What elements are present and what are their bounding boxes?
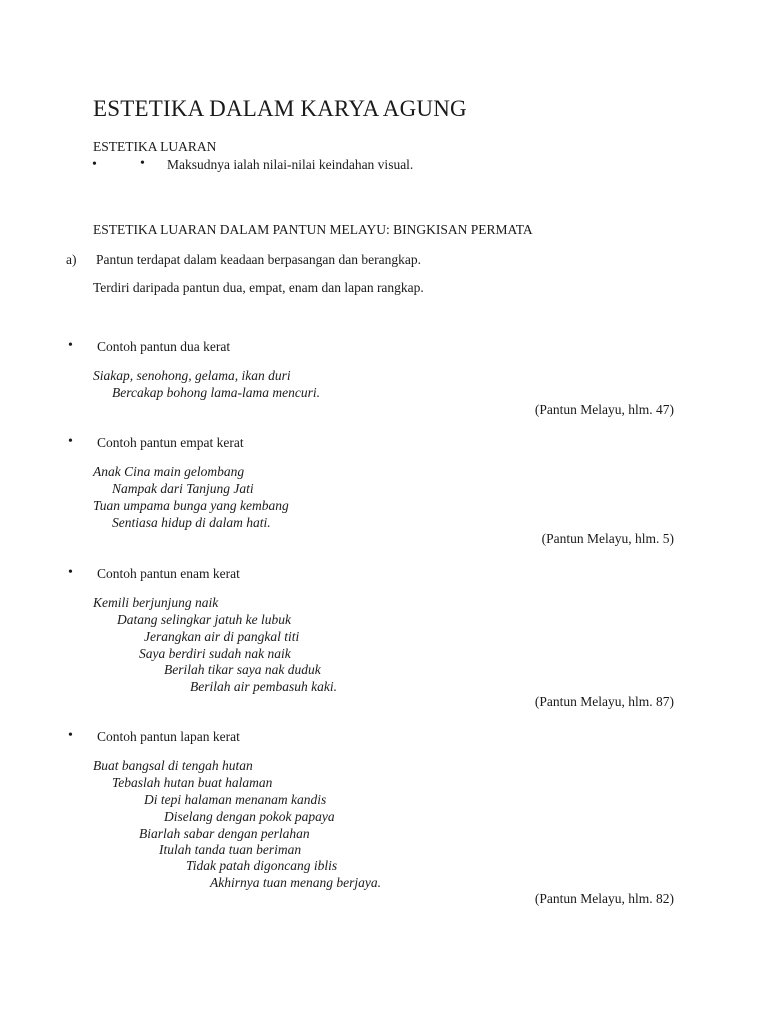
bullet-icon: • xyxy=(140,156,145,171)
verse-line: Anak Cina main gelombang xyxy=(93,464,245,479)
citation: (Pantun Melayu, hlm. 47) xyxy=(534,402,674,417)
verse-line: Tidak patah digoncang iblis xyxy=(186,858,338,873)
list-marker-a: a) xyxy=(66,252,77,267)
section-heading-estetika-luaran: ESTETIKA LUARAN xyxy=(93,139,217,154)
verse-line: Kemili berjunjung naik xyxy=(93,595,219,610)
verse-line: Tebaslah hutan buat halaman xyxy=(112,775,273,790)
verse-line: Di tepi halaman menanam kandis xyxy=(144,792,327,807)
bullet-icon: • xyxy=(68,338,73,353)
paragraph-pantun-rangkap: Terdiri daripada pantun dua, empat, enam dan lapan rangkap. xyxy=(93,280,424,295)
verse-line: Datang selingkar jatuh ke lubuk xyxy=(117,612,291,627)
verse-line: Diselang dengan pokok papaya xyxy=(164,809,335,824)
paragraph-pantun-berpasangan: Pantun terdapat dalam keadaan berpasangan dan berangkap. xyxy=(96,252,421,267)
verse-line: Jerangkan air di pangkal titi xyxy=(144,629,300,644)
verse-line: Buat bangsal di tengah hutan xyxy=(93,758,253,773)
verse-line: Siakap, senohong, gelama, ikan duri xyxy=(93,368,291,383)
citation: (Pantun Melayu, hlm. 87) xyxy=(534,694,674,709)
verse-line: Biarlah sabar dengan perlahan xyxy=(139,826,310,841)
section-heading-pantun-melayu: ESTETIKA LUARAN DALAM PANTUN MELAYU: BINGKISAN PERMATA xyxy=(93,222,533,237)
bullet-icon: • xyxy=(92,157,97,172)
example-label: Contoh pantun enam kerat xyxy=(97,566,240,581)
verse-line: Nampak dari Tanjung Jati xyxy=(112,481,254,496)
bullet-icon: • xyxy=(68,728,73,743)
example-label: Contoh pantun empat kerat xyxy=(97,435,244,450)
citation: (Pantun Melayu, hlm. 82) xyxy=(534,891,674,906)
verse-line: Berilah air pembasuh kaki. xyxy=(190,679,337,694)
verse-line: Berilah tikar saya nak duduk xyxy=(164,662,321,677)
verse-line: Itulah tanda tuan beriman xyxy=(159,842,302,857)
verse-line: Bercakap bohong lama-lama mencuri. xyxy=(112,385,320,400)
verse-line: Akhirnya tuan menang berjaya. xyxy=(210,875,381,890)
example-label: Contoh pantun dua kerat xyxy=(97,339,231,354)
citation: (Pantun Melayu, hlm. 5) xyxy=(541,531,674,546)
definition-text: Maksudnya ialah nilai-nilai keindahan visual. xyxy=(167,157,414,172)
verse-line: Sentiasa hidup di dalam hati. xyxy=(112,515,271,530)
example-label: Contoh pantun lapan kerat xyxy=(97,729,240,744)
verse-line: Saya berdiri sudah nak naik xyxy=(139,646,291,661)
bullet-icon: • xyxy=(68,434,73,449)
page-title: ESTETIKA DALAM KARYA AGUNG xyxy=(93,96,467,121)
bullet-icon: • xyxy=(68,565,73,580)
verse-line: Tuan umpama bunga yang kembang xyxy=(93,498,289,513)
